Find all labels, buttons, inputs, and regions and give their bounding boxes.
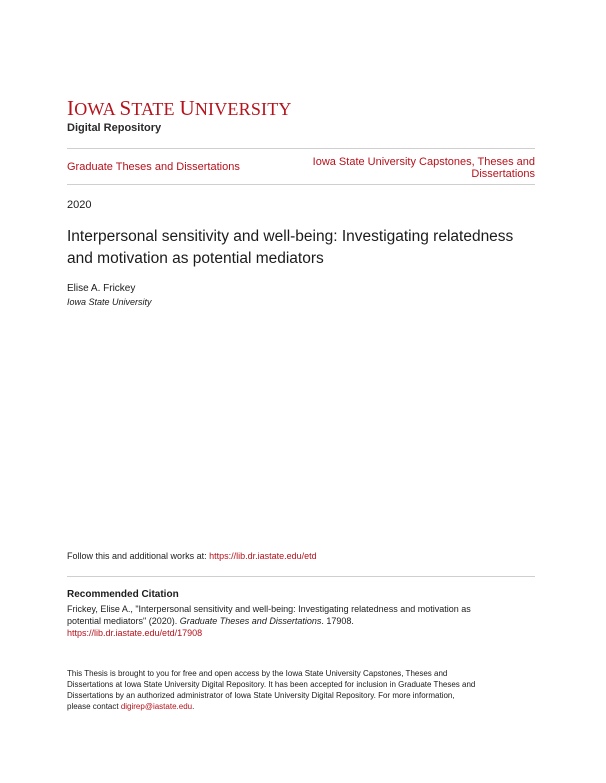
access-notice bbox=[67, 668, 537, 712]
follow-text: Follow this and additional works at: bbox=[67, 551, 210, 561]
wordmark-part-1: OWA bbox=[74, 99, 120, 119]
notice-line-4-prefix: please contact bbox=[67, 702, 121, 711]
citation-journal: Graduate Theses and Dissertations bbox=[179, 616, 322, 626]
collection-link-line-1: Iowa State University Capstones, Theses and bbox=[312, 156, 535, 168]
top-divider bbox=[67, 148, 535, 149]
citation-line-2 bbox=[67, 615, 537, 627]
collection-link-graduate-theses[interactable]: Graduate Theses and Dissertations bbox=[67, 161, 240, 173]
recommended-citation-heading: Recommended Citation bbox=[67, 589, 179, 600]
citation-block bbox=[67, 603, 537, 639]
citation-line-2-prefix: potential mediators" (2020). bbox=[67, 616, 180, 626]
notice-line-1: This Thesis is brought to you for free and open access by the Iowa State University Capstones, Theses and bbox=[67, 669, 448, 678]
notice-line-2: Dissertations at Iowa State University Digital Repository. It has been accepted for inclusion in Graduate Theses and bbox=[67, 680, 476, 689]
follow-line bbox=[67, 551, 317, 561]
university-logo bbox=[67, 98, 292, 135]
title-line-2: and motivation as potential mediators bbox=[67, 250, 324, 267]
wordmark-letter-u: U bbox=[179, 96, 195, 120]
citation-line-2-suffix: . 17908. bbox=[321, 616, 354, 626]
wordmark-part-2: TATE bbox=[131, 99, 180, 119]
notice-line-4-suffix: . bbox=[192, 702, 195, 711]
notice-line-3: Dissertations by an authorized administrator of Iowa State University Digital Repository. For more information, bbox=[67, 691, 455, 700]
wordmark-part-3: NIVERSITY bbox=[194, 99, 292, 119]
publication-year: 2020 bbox=[67, 199, 92, 211]
collection-link-line-2: Dissertations bbox=[471, 168, 535, 180]
follow-link[interactable]: https://lib.dr.iastate.edu/etd bbox=[209, 551, 317, 561]
title-line-1: Interpersonal sensitivity and well-being: Investigating relatedness bbox=[67, 228, 514, 245]
notice-line-4 bbox=[67, 701, 537, 712]
author-affiliation: Iowa State University bbox=[67, 297, 152, 307]
citation-line-1: Frickey, Elise A., "Interpersonal sensitivity and well-being: Investigating relatedness and motivation as bbox=[67, 604, 471, 614]
author-name: Elise A. Frickey bbox=[67, 283, 136, 294]
document-title bbox=[67, 226, 537, 270]
wordmark-letter-i: I bbox=[67, 96, 75, 120]
repository-name: Digital Repository bbox=[67, 122, 162, 134]
collection-link-capstones[interactable] bbox=[285, 156, 535, 180]
wordmark-letter-s: S bbox=[119, 96, 132, 120]
citation-link[interactable]: https://lib.dr.iastate.edu/etd/17908 bbox=[67, 628, 203, 638]
university-wordmark bbox=[67, 98, 292, 119]
middle-divider bbox=[67, 184, 535, 185]
citation-divider bbox=[67, 576, 535, 577]
contact-email-link[interactable]: digirep@iastate.edu bbox=[120, 702, 193, 711]
